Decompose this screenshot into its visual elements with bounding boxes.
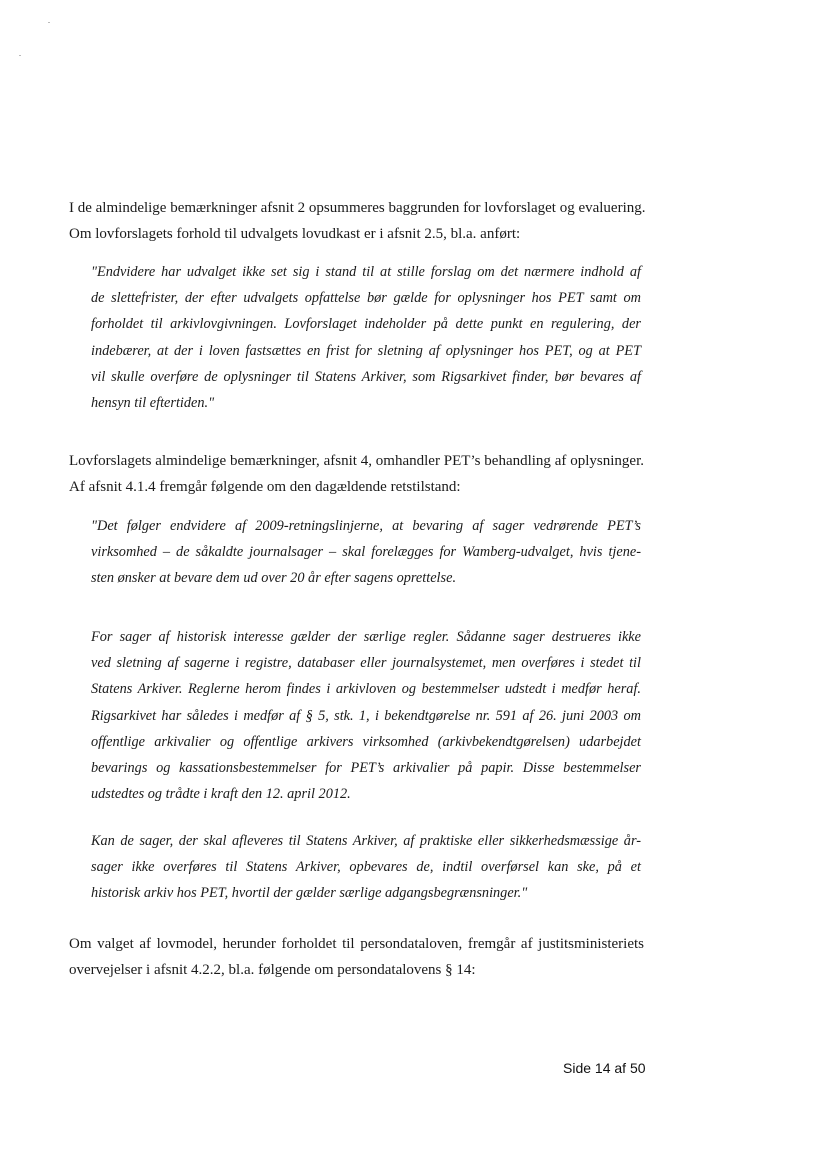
quote-line: offentlige arkivalier og offentlige arkivers virksomhed (arkivbekendtgørelsen) udarbejdet [91,733,641,750]
quote-line: indebærer, at der i loven fastsættes en frist for sletning af oplysninger hos PET, og at PET [91,342,641,359]
scan-speck [48,22,50,23]
paragraph-general-remarks [69,195,644,247]
quote-line: bevarings og kassationsbestemmelser for PET’s arkivalier på papir. Disse bestemmelser [91,760,641,777]
quote-line: sager ikke overføres til Statens Arkiver, opbevares de, indtil overførsel kan ske, på et [91,859,641,876]
quote-line: Statens Arkiver. Reglerne herom findes i arkivloven og bestemmelser udstedt i medfør heraf. [91,681,641,698]
quote-block-2c [91,828,641,907]
text-line: Om valget af lovmodel, herunder forholdet til persondataloven, fremgår af justitsministeriets [69,936,644,952]
quote-line: hensyn til eftertiden." [91,395,215,412]
quote-line: forholdet til arkivlovgivningen. Lovforslaget indeholder på dette punkt en regulering, der [91,316,641,333]
quote-line: Kan de sager, der skal afleveres til Statens Arkiver, af praktiske eller sikkerhedsmæssige år- [91,833,641,849]
quote-line: udstedtes og trådte i kraft den 12. april 2012. [91,786,351,803]
text-line: Om lovforslagets forhold til udvalgets lovudkast er i afsnit 2.5, bl.a. anført: [69,226,521,242]
paragraph-pet-processing [69,448,644,500]
paragraph-law-model [69,931,644,983]
quote-block-2b [91,624,641,807]
quote-line: ved sletning af sagerne i registre, databaser eller journalsystemet, men overføres i stedet til [91,655,641,672]
text-line: I de almindelige bemærkninger afsnit 2 opsummeres baggrunden for lovforslaget og evaluering. [69,200,646,216]
quote-line: virksomhed – de såkaldte journalsager – skal forelægges for Wamberg-udvalget, hvis tjene- [91,544,641,561]
text-line: Af afsnit 4.1.4 fremgår følgende om den dagældende retstilstand: [69,479,461,495]
quote-line: vil skulle overføre de oplysninger til Statens Arkiver, som Rigsarkivet finder, bør bevares af [91,368,641,385]
page-number: Side 14 af 50 [563,1060,646,1076]
quote-line: "Endvidere har udvalget ikke set sig i stand til at stille forslag om det nærmere indhold af [91,264,641,280]
quote-line: Rigsarkivet har således i medfør af § 5, stk. 1, i bekendtgørelse nr. 591 af 26. juni 2003 om [91,707,641,724]
quote-block-1 [91,259,641,416]
scan-speck [19,55,21,56]
quote-line: sten ønsker at bevare dem ud over 20 år efter sagens oprettelse. [91,570,457,587]
quote-block-2a [91,513,641,592]
quote-line: "Det følger endvidere af 2009-retningslinjerne, at bevaring af sager vedrørende PET’s [91,518,641,534]
text-line: overvejelser i afsnit 4.2.2, bl.a. følgende om persondatalovens § 14: [69,962,476,978]
quote-line: historisk arkiv hos PET, hvortil der gælder særlige adgangsbegrænsninger." [91,885,528,902]
text-line: Lovforslagets almindelige bemærkninger, afsnit 4, omhandler PET’s behandling af oplysninger. [69,453,644,469]
quote-line: de slettefrister, der efter udvalgets opfattelse bør gælde for oplysninger hos PET samt om [91,290,641,307]
quote-line: For sager af historisk interesse gælder der særlige regler. Sådanne sager destrueres ikke [91,629,641,645]
